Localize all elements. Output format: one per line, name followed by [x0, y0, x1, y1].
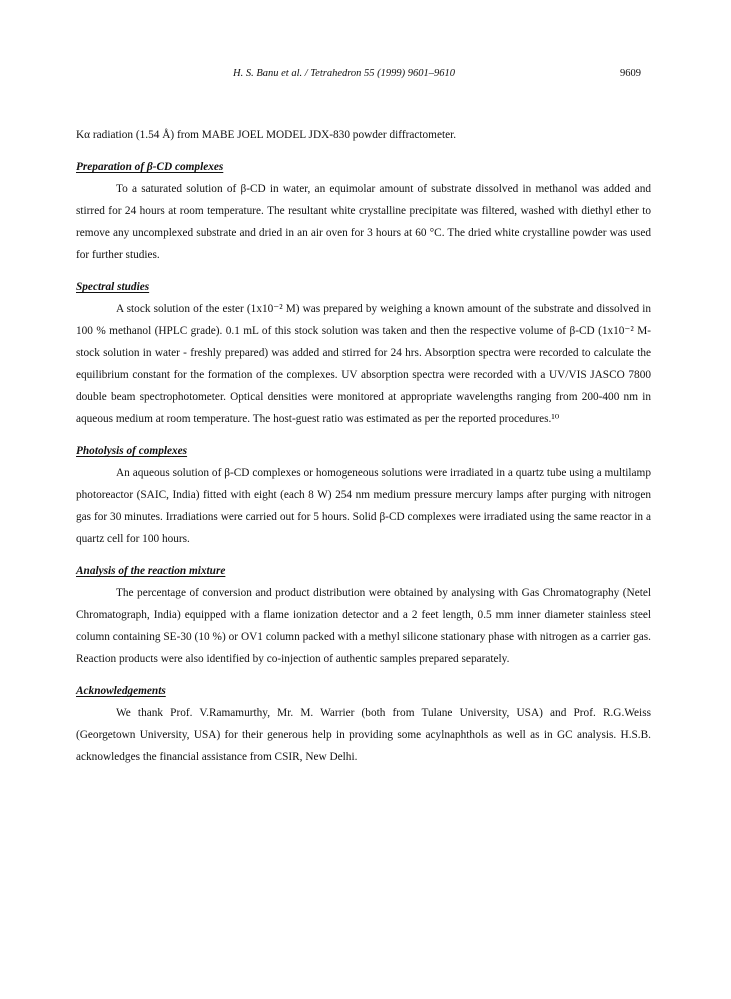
section-heading-spectral: Spectral studies [76, 281, 150, 293]
section-heading-photolysis: Photolysis of complexes [76, 445, 188, 457]
section-body-analysis: The percentage of conversion and product distribution were obtained by analysing with Gas Chromatography (Netel Chromatograph, India) equipped with a flame ionization detector and a 2 feet length, 0.5 mm inner diameter stainless steel column containing SE-30 (10 %) or OV1 column packed with a methyl silicone stationary phase with nitrogen as a carrier gas. Reaction products were also identified by co-injection of authentic samples prepared separately. [76, 587, 651, 665]
article-body [76, 124, 651, 768]
section-body-preparation: To a saturated solution of β-CD in water, an equimolar amount of substrate dissolved in methanol was added and stirred for 24 hours at room temperature. The resultant white crystalline precipitate was filtered, washed with diethyl ether to remove any uncomplexed substrate and dried in an air oven for 3 hours at 60 °C. The dried white crystalline powder was used for further studies. [76, 183, 651, 261]
section-body-spectral: A stock solution of the ester (1x10⁻² M) was prepared by weighing a known amount of the substrate and dissolved in 100 % methanol (HPLC grade). 0.1 mL of this stock solution was taken and then the respective volume of β-CD (1x10⁻² M-stock solution in water - freshly prepared) was added and stirred for 24 hrs. Absorption spectra were recorded to calculate the equilibrium constant for the formation of the complexes. UV absorption spectra were recorded with a UV/VIS JASCO 7800 double beam spectrophotometer. Optical densities were monitored at appropriate wavelengths ranging from 200-400 nm in aqueous medium at room temperature. The host-guest ratio was estimated as per the reported procedures.¹⁰ [76, 303, 651, 425]
section-body-acknowledgements: We thank Prof. V.Ramamurthy, Mr. M. Warrier (both from Tulane University, USA) and Prof. R.G.Weiss (Georgetown University, USA) for their generous help in providing some acylnaphthols as well as in GC analysis. H.S.B. acknowledges the financial assistance from CSIR, New Delhi. [76, 707, 651, 763]
running-header [0, 68, 731, 84]
section-heading-analysis: Analysis of the reaction mixture [76, 565, 226, 577]
section-heading-preparation: Preparation of β-CD complexes [76, 161, 224, 173]
running-title: H. S. Banu et al. / Tetrahedron 55 (1999) 9601–9610 [233, 68, 456, 79]
page-number: 9609 [620, 68, 641, 79]
section-heading-acknowledgements: Acknowledgements [76, 685, 166, 697]
section-body-photolysis: An aqueous solution of β-CD complexes or homogeneous solutions were irradiated in a quartz tube using a multilamp photoreactor (SAIC, India) fitted with eight (each 8 W) 254 nm medium pressure mercury lamps after purging with nitrogen gas for 30 minutes. Irradiations were carried out for 5 hours. Solid β-CD complexes were irradiated using the same reactor in a quartz cell for 100 hours. [76, 467, 651, 545]
intro-line: Kα radiation (1.54 Å) from MABE JOEL MODEL JDX-830 powder diffractometer. [76, 129, 457, 141]
